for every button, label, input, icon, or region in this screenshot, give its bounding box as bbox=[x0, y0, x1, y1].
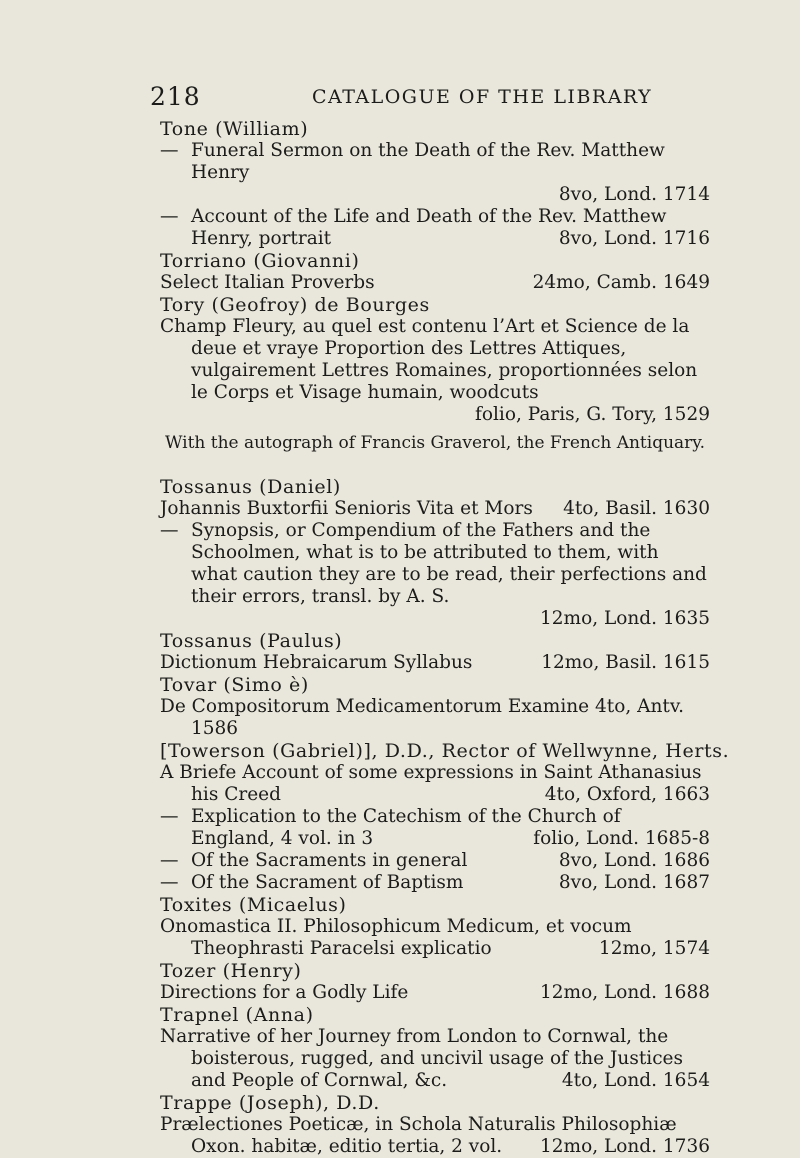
ditto-dash: — bbox=[160, 850, 179, 871]
catalogue-entry bbox=[160, 674, 710, 740]
entry-imprint: 8vo, Lond. 1686 bbox=[558, 850, 710, 871]
entry-imprint: 4to, Oxford, 1663 bbox=[544, 784, 710, 805]
ditto-dash: — bbox=[160, 140, 179, 161]
entry-title: Of the Sacrament of Baptism bbox=[191, 872, 464, 893]
entry-item bbox=[160, 140, 710, 206]
entry-title: Funeral Sermon on the Death of the Rev. Matthew Henry bbox=[191, 140, 665, 183]
entry-imprint: 8vo, Lond. 1687 bbox=[558, 872, 710, 893]
entry-imprint: folio, Lond. 1685-8 bbox=[533, 828, 710, 849]
entry-title: Of the Sacraments in general bbox=[191, 850, 468, 871]
catalogue-entry bbox=[160, 960, 710, 1004]
entry-imprint: 12mo, Lond. 1635 bbox=[539, 608, 710, 629]
catalogue-entry bbox=[160, 476, 710, 630]
catalogue-entry bbox=[160, 740, 730, 894]
entry-imprint: folio, Paris, G. Tory, 1529 bbox=[475, 404, 710, 425]
entry-title: Dictionum Hebraicarum Syllabus bbox=[160, 652, 473, 673]
ditto-dash: — bbox=[160, 206, 179, 227]
entry-title: Directions for a Godly Life bbox=[160, 982, 409, 1003]
entry-author: Tory (Geofroy) de Bourges bbox=[160, 294, 430, 316]
catalogue-entry bbox=[160, 630, 710, 674]
entry-imprint: 4to, Basil. 1630 bbox=[563, 498, 710, 519]
entry-imprint: 12mo, 1574 bbox=[598, 938, 710, 959]
entry-author: Tovar (Simo è) bbox=[160, 674, 309, 696]
entry-imprint: 8vo, Lond. 1714 bbox=[558, 184, 710, 205]
entry-note: With the autograph of Francis Graverol, the French Antiquary. bbox=[164, 433, 706, 453]
entry-imprint: 12mo, Lond. 1688 bbox=[539, 982, 710, 1003]
catalogue-entry bbox=[160, 1092, 710, 1158]
page-number: 218 bbox=[150, 82, 201, 111]
entry-author: Tossanus (Paulus) bbox=[160, 630, 343, 652]
entry-item bbox=[160, 806, 710, 850]
entry-author: [Towerson (Gabriel)], D.D., Rector of Wellwynne, Herts. bbox=[160, 740, 730, 762]
entry-author: Tone (William) bbox=[160, 118, 309, 140]
entry-item bbox=[160, 872, 710, 894]
entry-imprint: 12mo, Basil. 1615 bbox=[541, 652, 710, 673]
entry-item bbox=[160, 316, 710, 426]
entry-imprint: 8vo, Lond. 1716 bbox=[558, 228, 710, 249]
entry-title: Prælectiones Poeticæ, in Schola Naturalis Philosophiæ Oxon. habitæ, editio tertia, 2 vol. bbox=[160, 1114, 677, 1157]
entry-title: A Briefe Account of some expressions in Saint Athanasius his Creed bbox=[160, 762, 702, 805]
entry-author: Torriano (Giovanni) bbox=[160, 250, 360, 272]
entry-title: Johannis Buxtorfii Senioris Vita et Mors bbox=[160, 498, 533, 519]
entry-author: Toxites (Micaelus) bbox=[160, 894, 347, 916]
page-header bbox=[150, 82, 710, 116]
entry-author: Trapnel (Anna) bbox=[160, 1004, 314, 1026]
entry-imprint: 4to, Lond. 1654 bbox=[561, 1070, 710, 1091]
entry-title: Account of the Life and Death of the Rev. Matthew Henry, portrait bbox=[191, 206, 667, 249]
entry-title: Onomastica II. Philosophicum Medicum, et vocum Theophrasti Paracelsi explicatio bbox=[160, 916, 632, 959]
entry-item bbox=[160, 762, 710, 806]
entry-item bbox=[160, 850, 710, 872]
catalogue-entry bbox=[160, 250, 710, 294]
catalogue-entry bbox=[160, 1004, 710, 1092]
entry-item bbox=[160, 1026, 710, 1092]
entry-title: Champ Fleury, au quel est contenu l’Art et Science de la deue et vraye Proportion des Lettres Attiques, vulgairement Lettres Romaines, proportionnées selon le Corps et Visage humain, woodcuts bbox=[160, 316, 698, 403]
entry-item bbox=[160, 498, 710, 520]
entry-title: Narrative of her Journey from London to Cornwal, the boisterous, rugged, and uncivil usage of the Justices and People of Cornwal, &c. bbox=[160, 1026, 683, 1091]
entry-item bbox=[160, 1114, 710, 1158]
catalogue-entry bbox=[160, 294, 710, 454]
catalogue-entry bbox=[160, 118, 710, 250]
entry-author: Tozer (Henry) bbox=[160, 960, 302, 982]
running-title: CATALOGUE OF THE LIBRARY bbox=[312, 86, 653, 108]
entry-title: Explication to the Catechism of the Church of England, 4 vol. in 3 bbox=[191, 806, 621, 849]
catalogue-entry bbox=[160, 894, 710, 960]
entry-item bbox=[160, 272, 710, 294]
entry-title: Synopsis, or Compendium of the Fathers and the Schoolmen, what is to be attributed to them, with what caution they are to be read, their perfections and their errors, transl. by A. S. bbox=[191, 520, 707, 607]
entry-item bbox=[160, 652, 710, 674]
entry-imprint: 24mo, Camb. 1649 bbox=[532, 272, 710, 293]
ditto-dash: — bbox=[160, 872, 179, 893]
entry-item bbox=[160, 206, 710, 250]
entry-author: Trappe (Joseph), D.D. bbox=[160, 1092, 380, 1114]
catalogue-entries bbox=[160, 118, 730, 1158]
entry-item bbox=[160, 520, 710, 630]
ditto-dash: — bbox=[160, 520, 179, 541]
entry-imprint: 12mo, Lond. 1736 bbox=[539, 1136, 710, 1157]
entry-author: Tossanus (Daniel) bbox=[160, 476, 341, 498]
entry-title: De Compositorum Medicamentorum Examine 4to, Antv. 1586 bbox=[160, 696, 684, 739]
entry-title: Select Italian Proverbs bbox=[160, 272, 375, 293]
entry-item bbox=[160, 696, 710, 740]
entry-item bbox=[160, 982, 710, 1004]
ditto-dash: — bbox=[160, 806, 179, 827]
entry-item bbox=[160, 916, 710, 960]
